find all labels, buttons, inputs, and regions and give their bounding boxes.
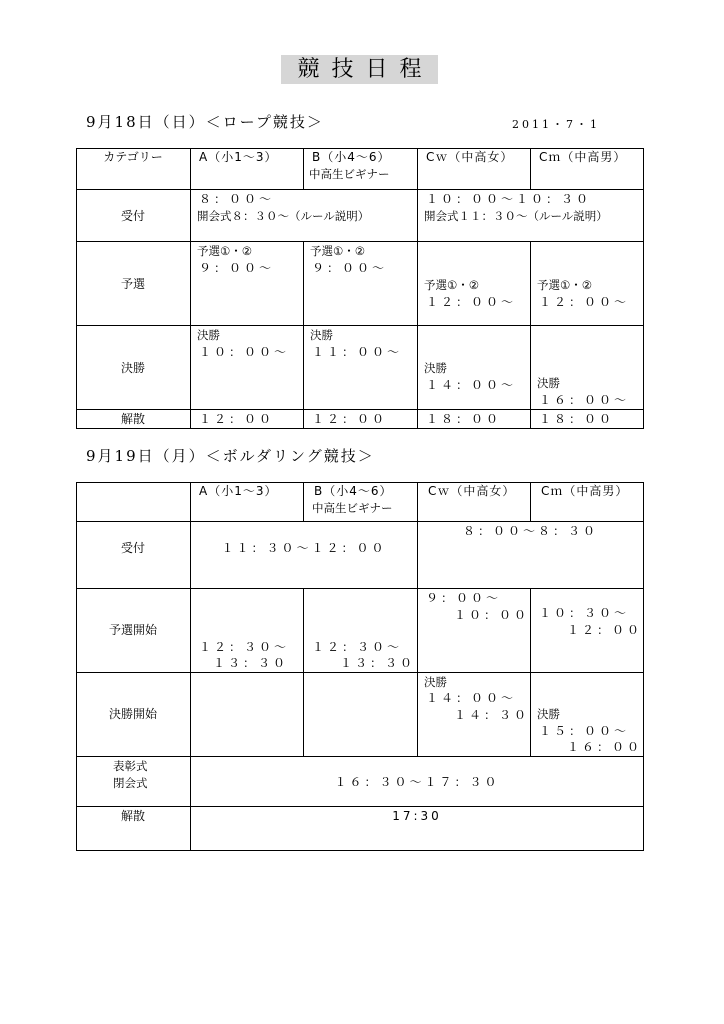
opening-note-ab: 開会式８：３０～（ルール説明） (197, 209, 370, 223)
dismiss-label: 解散 (120, 412, 145, 426)
prelim-cw-end: １０：００ (454, 608, 530, 622)
prelim-cm-time: １２：００～ (539, 295, 630, 309)
dismiss-cm-cell (531, 410, 644, 429)
category-cm: Cｍ（中高男） (539, 150, 627, 164)
boulder-heading: 9月19日（月）＜ボルダリング競技＞ (86, 447, 375, 465)
prelim-a-start: １２：３０～ (199, 640, 290, 654)
reception-ab-time: ８：００～ (199, 192, 275, 206)
final-a-time: １０：００～ (199, 345, 290, 359)
prelim-a-end: １３：３０ (213, 656, 289, 670)
boulder-schedule-table (76, 482, 644, 851)
prelim-cm-cell (531, 242, 644, 326)
final-a-word: 決勝 (197, 328, 220, 342)
header-cell (76, 482, 191, 522)
final-cw-cell (418, 326, 531, 410)
prelim-b-start: １２：３０～ (312, 640, 403, 654)
final-b-word: 決勝 (310, 328, 333, 342)
prelim-cm-cell (531, 589, 644, 673)
dismiss-a-time: １２：００ (199, 412, 275, 426)
page-title: 競技日程 (281, 55, 438, 84)
final-a-cell (191, 326, 304, 410)
final-b-time: １１：００～ (312, 345, 403, 359)
dismiss-b-cell (304, 410, 418, 429)
final-cm-start: １５：００～ (539, 724, 630, 738)
row-label-cell (76, 589, 191, 673)
final-cw-word: 決勝 (424, 675, 447, 689)
header-cell (418, 482, 531, 522)
prelim-a-cell (191, 589, 304, 673)
row-label-cell (76, 807, 191, 851)
header-cell (531, 482, 644, 522)
category-cm: Cｍ（中高男） (541, 484, 629, 498)
reception-c-time: １０：００～１０：３０ (426, 192, 592, 206)
final-cm-end: １６：００ (567, 740, 643, 754)
header-cell (304, 148, 418, 190)
prelim-start-label: 予選開始 (108, 623, 157, 637)
header-cell (531, 148, 644, 190)
category-b-beginner: 中高生ビギナー (312, 501, 393, 515)
reception-ab-time: １１：３０～１２：００ (221, 541, 387, 555)
category-label: カテゴリー (103, 150, 163, 164)
rope-heading: 9月18日（日）＜ロープ競技＞ (86, 113, 324, 131)
prelim-b-end: １３：３０ (340, 656, 416, 670)
dismiss-label: 解散 (120, 809, 145, 823)
dismiss-cm-time: １８：００ (539, 412, 615, 426)
prelim-a-cell (191, 242, 304, 326)
reception-c-cell (418, 190, 644, 242)
rope-schedule-table (76, 148, 644, 429)
opening-note-c: 開会式１１：３０～（ルール説明） (424, 209, 608, 223)
category-b: B（小4～6） (312, 150, 391, 164)
row-label-cell (76, 757, 191, 807)
final-label: 決勝 (120, 361, 145, 375)
dismiss-time-cell (191, 807, 644, 851)
reception-c-cell (418, 522, 644, 589)
header-cell (191, 148, 304, 190)
final-cm-time: １６：００～ (539, 393, 630, 407)
prelim-b-time: ９：００～ (312, 261, 388, 275)
header-cell (191, 482, 304, 522)
ceremony-time: １６：３０～１７：３０ (334, 775, 500, 789)
final-cm-cell (531, 673, 644, 757)
row-label-cell (76, 522, 191, 589)
reception-label: 受付 (120, 209, 145, 223)
final-a-cell (191, 673, 304, 757)
prelim-b-cell (304, 242, 418, 326)
prelim-a-time: ９：００～ (199, 261, 275, 275)
prelim-cw-start: ９：００～ (426, 591, 502, 605)
final-cw-end: １４：３０ (454, 708, 530, 722)
ceremony-time-cell (191, 757, 644, 807)
prelim-b-round: 予選①・② (310, 244, 366, 258)
category-a: A（小1～3） (199, 150, 278, 164)
category-cw: Cｗ（中高女） (426, 150, 514, 164)
prelim-cm-round: 予選①・② (537, 278, 593, 292)
row-label-cell (76, 673, 191, 757)
prelim-b-cell (304, 589, 418, 673)
prelim-cm-start: １０：３０～ (539, 606, 630, 620)
closing-ceremony-label: 閉会式 (113, 776, 148, 790)
category-b: B（小4～6） (314, 484, 393, 498)
final-cw-cell (418, 673, 531, 757)
category-cw: Cｗ（中高女） (428, 484, 516, 498)
dismiss-a-cell (191, 410, 304, 429)
final-b-cell (304, 326, 418, 410)
header-cell (418, 148, 531, 190)
row-label-cell (76, 190, 191, 242)
document-date: 2011・7・1 (512, 118, 600, 131)
row-label-cell (76, 326, 191, 410)
final-cm-word: 決勝 (537, 707, 560, 721)
final-start-label: 決勝開始 (108, 707, 157, 721)
prelim-cw-round: 予選①・② (424, 278, 480, 292)
reception-ab-cell (191, 522, 418, 589)
final-cw-word: 決勝 (424, 361, 447, 375)
final-cm-cell (531, 326, 644, 410)
awards-ceremony-label: 表彰式 (113, 759, 148, 773)
category-a: A（小1～3） (199, 484, 278, 498)
prelim-cw-time: １２：００～ (426, 295, 517, 309)
prelim-cm-end: １２：００ (567, 623, 643, 637)
reception-ab-cell (191, 190, 418, 242)
final-cw-start: １４：００～ (426, 691, 517, 705)
prelim-cw-cell (418, 242, 531, 326)
reception-label: 受付 (120, 541, 145, 555)
header-cell (76, 148, 191, 190)
final-b-cell (304, 673, 418, 757)
reception-c-time: ８：００～８：３０ (462, 524, 598, 538)
dismiss-cw-time: １８：００ (426, 412, 502, 426)
final-cw-time: １４：００～ (426, 378, 517, 392)
prelim-a-round: 予選①・② (197, 244, 253, 258)
header-cell (304, 482, 418, 522)
dismiss-time: 17:30 (392, 809, 442, 823)
category-b-beginner: 中高生ビギナー (309, 167, 390, 181)
final-cm-word: 決勝 (537, 376, 560, 390)
row-label-cell (76, 242, 191, 326)
dismiss-b-time: １２：００ (312, 412, 388, 426)
dismiss-cw-cell (418, 410, 531, 429)
row-label-cell (76, 410, 191, 429)
prelim-label: 予選 (120, 277, 145, 291)
prelim-cw-cell (418, 589, 531, 673)
